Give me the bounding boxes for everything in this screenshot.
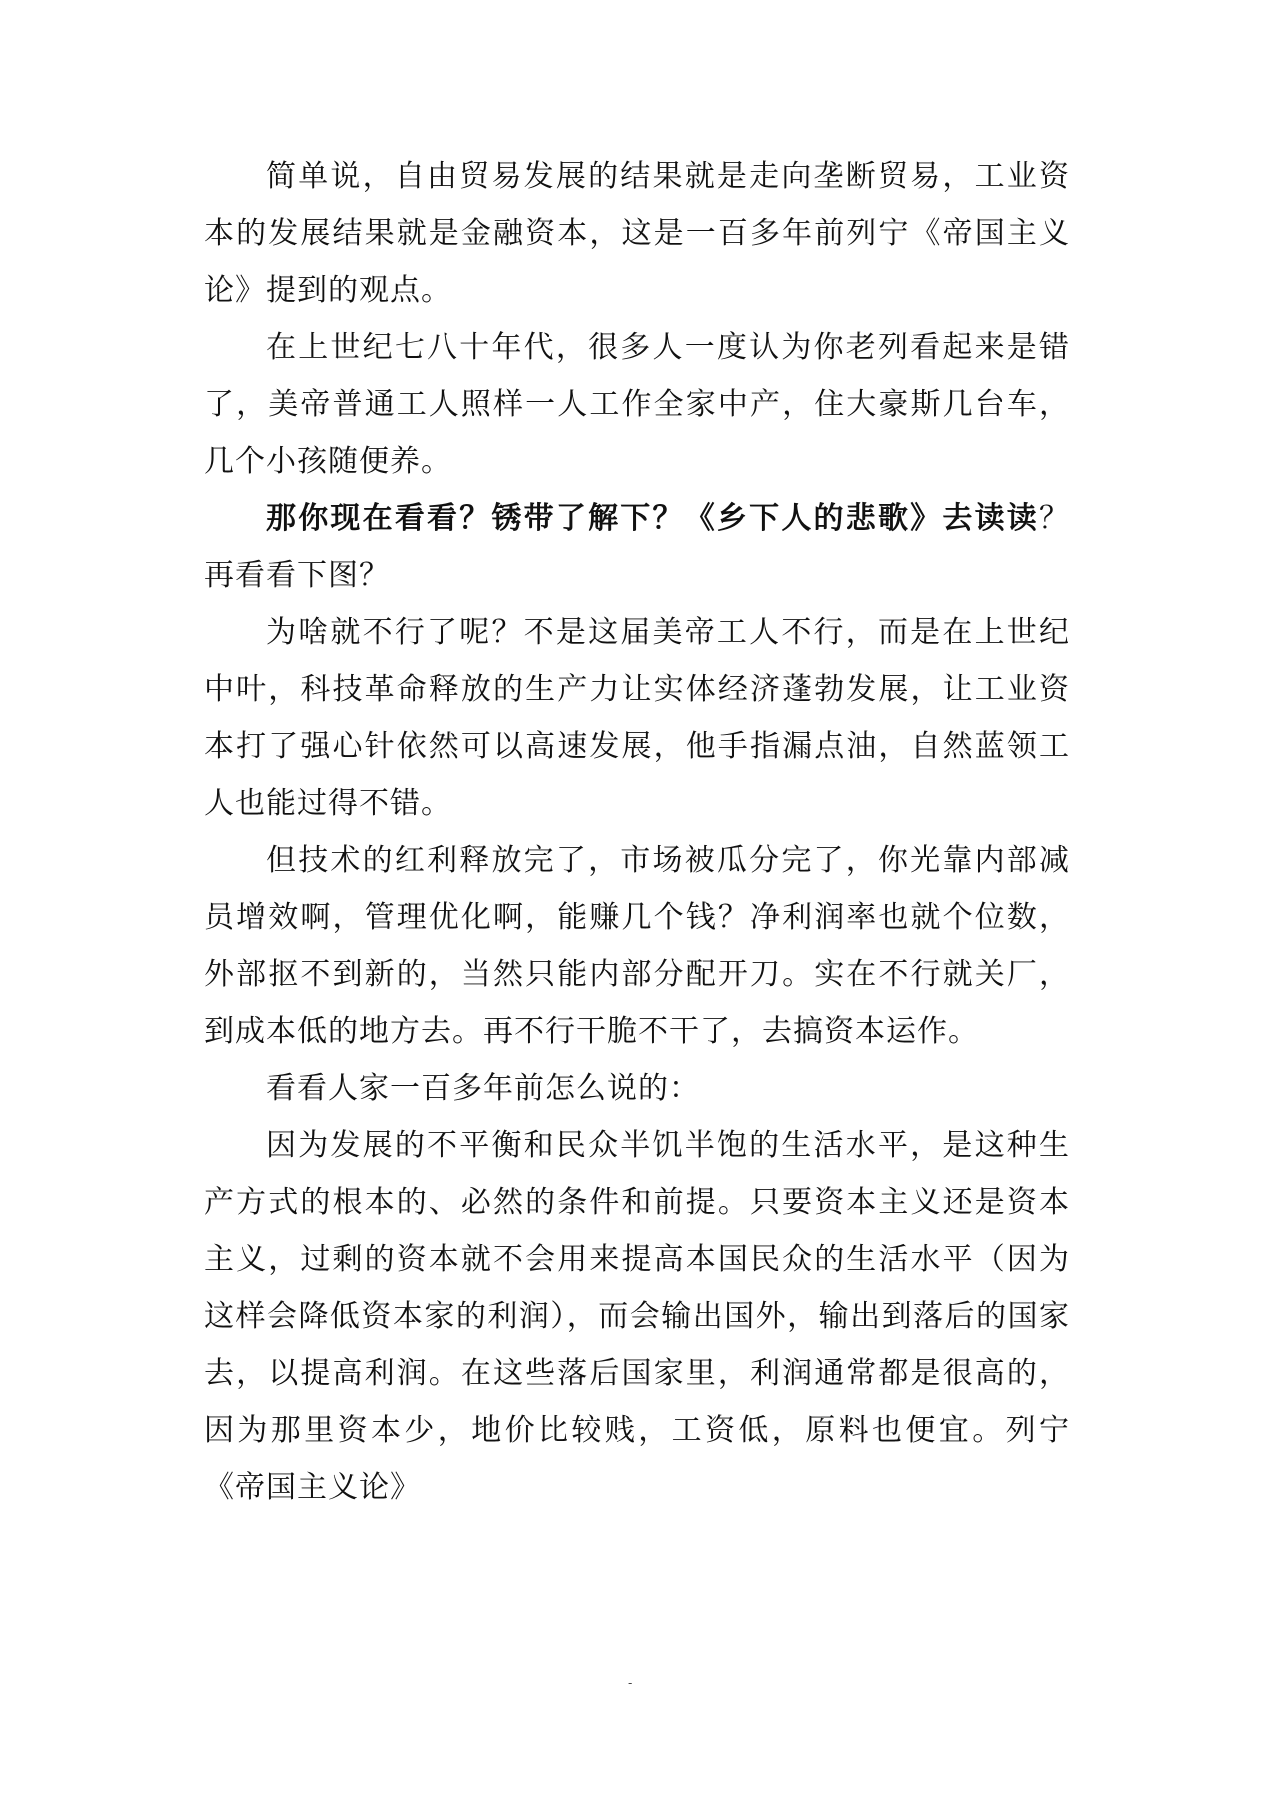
paragraph-2: 在上世纪七八十年代，很多人一度认为你老列看起来是错了，美帝普通工人照样一人工作全家中产，住大豪斯几台车，几个小孩随便养。 <box>204 330 1070 479</box>
paragraph-6: 看看人家一百多年前怎么说的： <box>266 1071 700 1106</box>
page-number-mark: - <box>628 1676 633 1690</box>
paragraph-3-bold-text: 那你现在看看？锈带了解下？《乡下人的悲歌》去读读 <box>266 501 1039 536</box>
paragraph-5: 但技术的红利释放完了，市场被瓜分完了，你光靠内部减员增效啊，管理优化啊，能赚几个钱？净利润率也就个位数，外部抠不到新的，当然只能内部分配开刀。实在不行就关厂，到成本低的地方去。再不行干脆不干了，去搞资本运作。 <box>204 843 1070 1049</box>
paragraph-7: 因为发展的不平衡和民众半饥半饱的生活水平，是这种生产方式的根本的、必然的条件和前提。只要资本主义还是资本主义，过剩的资本就不会用来提高本国民众的生活水平（因为这样会降低资本家的利润），而会输出国外，输出到落后的国家去，以提高利润。在这些落后国家里，利润通常都是很高的，因为那里资本少，地价比较贱，工资低，原料也便宜。列宁《帝国主义论》 <box>204 1128 1070 1505</box>
paragraph-4: 为啥就不行了呢？不是这届美帝工人不行，而是在上世纪中叶，科技革命释放的生产力让实体经济蓬勃发展，让工业资本打了强心针依然可以高速发展，他手指漏点油，自然蓝领工人也能过得不错。 <box>204 615 1070 821</box>
paragraph-1: 简单说，自由贸易发展的结果就是走向垄断贸易，工业资本的发展结果就是金融资本，这是一百多年前列宁《帝国主义论》提到的观点。 <box>204 159 1070 308</box>
paragraph-3-normal-text: ？再看看下图？ <box>204 501 1070 593</box>
document-body <box>204 148 1070 1516</box>
paragraph-3 <box>204 490 1070 604</box>
